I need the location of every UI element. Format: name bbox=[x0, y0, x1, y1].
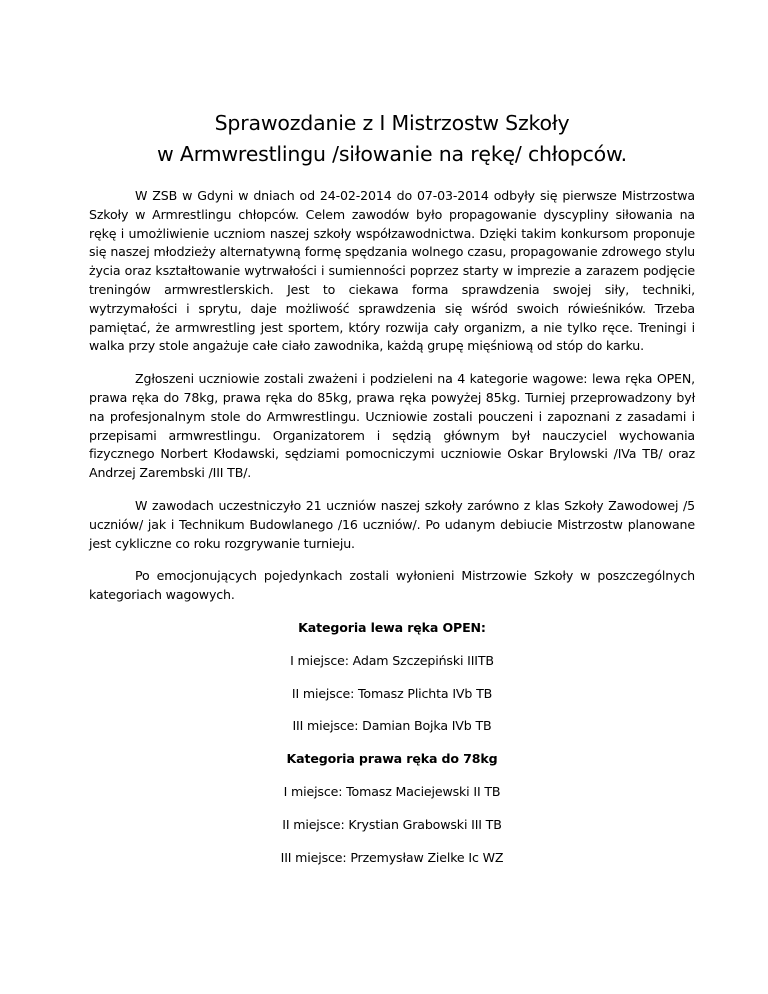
report-page bbox=[89, 108, 695, 867]
place-first: I miejsce: Adam Szczepiński IIITB bbox=[290, 652, 494, 668]
paragraph-intro: W ZSB w Gdyni w dniach od 24-02-2014 do 07-03-2014 odbyły się pierwsze Mistrzostwa Szkoły w Armrestlingu chłopców. Celem zawodów było propagowanie dyscypliny siłowania na rękę i umożliwienie uczniom naszej szkoły współzawodnictwa. Dzięki takim konkursom proponuje się naszej młodzieży alternatywną formę spędzania wolnego czasu, propagowanie zdrowego stylu życia oraz kształtowanie wytrwałości i sumienności poprzez starty w imprezie a zarazem podjęcie treningów armwrestlerskich. Jest to ciekawa forma sprawdzenia swojej siły, techniki, wytrzymałości i sprytu, daje możliwość sprawdzenia się wśród swoich rówieśników. Trzeba pamiętać, że armwrestling jest sportem, który rozwija cały organizm, a nie tylko ręce. Treningi i walka przy stole angażuje całe ciało zawodnika, każdą grupę mięśniową od stóp do karku. bbox=[89, 188, 695, 354]
results-section bbox=[89, 619, 695, 867]
paragraph-results-intro: Po emocjonujących pojedynkach zostali wyłonieni Mistrzowie Szkoły w poszczególnych kategoriach wagowych. bbox=[89, 568, 695, 603]
paragraph-categories: Zgłoszeni uczniowie zostali zważeni i podzieleni na 4 kategorie wagowe: lewa ręka OPEN, prawa ręka do 78kg, prawa ręka do 85kg, prawa ręka powyżej 85kg. Turniej przeprowadzony był na profesjonalnym stole do Armwrestlingu. Uczniowie zostali pouczeni i zapoznani z zasadami i przepisami armwrestlingu. Organizatorem i sędzią głównym był nauczyciel wychowania fizycznego Norbert Kłodawski, sędziami pomocniczymi uczniowie Oskar Brylowski /IVa TB/ oraz Andrzej Zarembski /III TB/. bbox=[89, 371, 695, 481]
title-line-2: w Armwrestlingu /siłowanie na rękę/ chłopców. bbox=[157, 142, 627, 166]
place-first: I miejsce: Tomasz Maciejewski II TB bbox=[283, 783, 501, 799]
place-second: II miejsce: Tomasz Plichta IVb TB bbox=[291, 685, 493, 701]
paragraph-participants: W zawodach uczestniczyło 21 uczniów naszej szkoły zarówno z klas Szkoły Zawodowej /5 uczniów/ jak i Technikum Budowlanego /16 uczniów/. Po udanym debiucie Mistrzostw planowane jest cykliczne co roku rozgrywanie turnieju. bbox=[89, 497, 695, 551]
place-third: III miejsce: Damian Bojka IVb TB bbox=[292, 718, 492, 734]
place-second: II miejsce: Krystian Grabowski III TB bbox=[282, 816, 502, 832]
place-third: III miejsce: Przemysław Zielke Ic WZ bbox=[280, 849, 504, 865]
category-title: Kategoria lewa ręka OPEN: bbox=[298, 619, 486, 635]
report-title bbox=[89, 108, 695, 170]
category-title: Kategoria prawa ręka do 78kg bbox=[286, 751, 498, 767]
report-body bbox=[89, 187, 695, 605]
title-line-1: Sprawozdanie z I Mistrzostw Szkoły bbox=[214, 111, 570, 135]
